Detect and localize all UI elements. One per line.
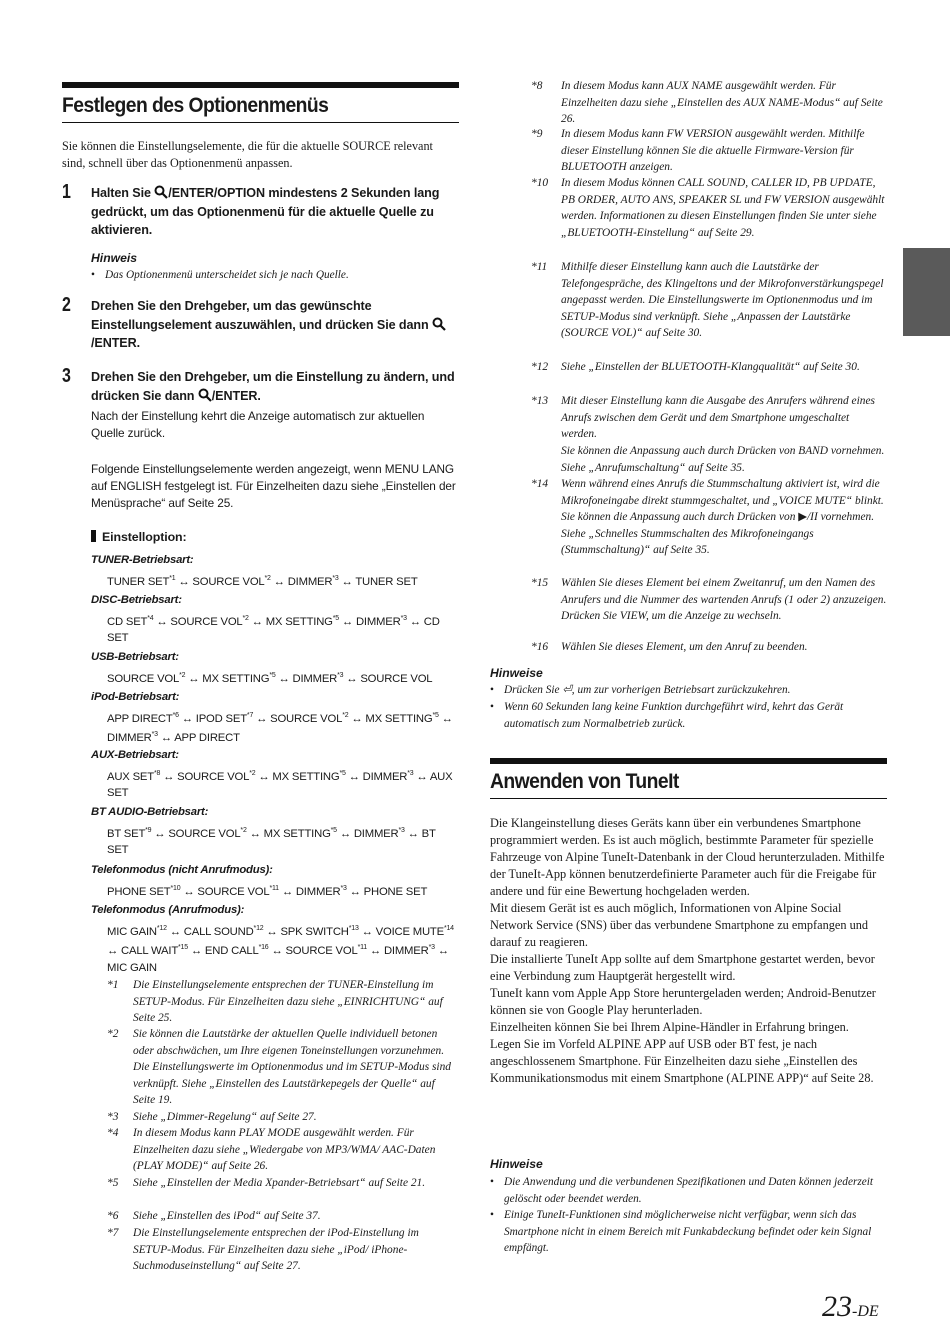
mode-heading: Telefonmodus (Anrufmodus): — [91, 904, 245, 916]
step3-body: Nach der Einstellung kehrt die Anzeige automatisch zur aktuellen Quelle zurück. — [91, 409, 425, 440]
footnote: *8 In diesem Modus kann AUX NAME ausgewählt werden. Für Einzelheiten dazu siehe „Einstellen des AUX NAME-Modus“ auf Seite 26. — [531, 80, 883, 126]
paragraph: Einzelheiten können Sie bei Ihrem Alpine-Händler in Erfahrung bringen. — [490, 1020, 849, 1034]
section-header-tuneit — [490, 758, 887, 799]
footnote: *2 Sie können die Lautstärke der aktuellen Quelle individuell betonen oder abschwächen, um Ihre eigenen Toneinstellungen vorzunehmen. Die Einstellungswerte im Optionenmodus und im SETUP-Modus sind verknüpft. Siehe „Einstellen des Lautstärkepegels der Quelle“ auf Seite 19. — [107, 1028, 451, 1107]
hinweise1-item-1: • Drücken Sie ⏎, um zur vorherigen Betriebsart zurückzukehren. — [490, 682, 887, 699]
paragraph: Die installierte TuneIt App sollte auf dem Smartphone gestartet werden, bevor eine Verbindung zum Hauptgerät hergestellt wird. — [490, 952, 875, 983]
mode-heading: TUNER-Betriebsart: — [91, 554, 194, 566]
footnote: Sie können die Anpassung auch durch Drücken von BAND vornehmen. Siehe „Anrufumschaltung“ auf Seite 35. — [561, 445, 885, 474]
footnote: *15 Wählen Sie dieses Element bei einem Zweitanruf, um den Namen des Anrufers und die Nummer des wartenden Anrufs (1 oder 2) anzuzeigen. Drücken Sie VIEW, um die Anzeige zu wechseln. — [531, 577, 887, 623]
footnote: *7 Die Einstellungselemente entsprechen der iPod-Einstellung im SETUP-Modus. Für Einzelheiten dazu siehe „iPod/ iPhone-Suchmoduseinstellung“ auf Seite 27. — [107, 1227, 419, 1273]
footnote: *6 Siehe „Einstellen des iPod“ auf Seite 37. — [107, 1210, 321, 1222]
hinweise2-item-2: • Einige TuneIt-Funktionen sind möglicherweise nicht verfügbar, wenn sich das Smartphone nicht in einem Bereich mit Funkabdeckung befindet oder kein Signal empfängt. — [490, 1207, 887, 1257]
footnote: *5 Siehe „Einstellen der Media Xpander-Betriebsart“ auf Seite 21. — [107, 1177, 426, 1189]
step-3: 3 Drehen Sie den Drehgeber, um die Einstellung zu ändern, und drücken Sie dann /ENTER. — [62, 365, 455, 403]
mode-sequence: CD SET$^{*4}$ ↔ SOURCE VOL$^{*2}$ ↔ MX SETTING$^{*5}$ ↔ DIMMER$^{*3}$ ↔ CD SET — [107, 615, 440, 645]
footnote: *3 Siehe „Dimmer-Regelung“ auf Seite 27. — [107, 1111, 317, 1123]
section-title-tuneit: Anwenden von TuneIt — [490, 770, 679, 793]
intro-paragraph: Sie können die Einstellungselemente, die für die aktuelle SOURCE relevant sind, schnell über das Optionenmenü anpassen. — [62, 139, 433, 170]
footnote: *1 Die Einstellungselemente entsprechen der TUNER-Einstellung im SETUP-Modus. Für Einzelheiten dazu siehe „EINRICHTUNG“ auf Seite 25. — [107, 979, 443, 1025]
step-number: 1 — [62, 181, 71, 203]
paragraph: TuneIt kann vom Apple App Store heruntergeladen werden; Android-Benutzer können sie von Google Play herunterladen. — [490, 986, 876, 1017]
mode-sequence: APP DIRECT$^{*6}$ ↔ IPOD SET$^{*7}$ ↔ SOURCE VOL$^{*2}$ ↔ MX SETTING$^{*5}$ ↔ DIMMER$^{*3}$ ↔ APP DIRECT — [107, 712, 453, 745]
hinweise-heading-1: Hinweise — [490, 666, 543, 680]
hinweis-heading: Hinweis — [91, 251, 138, 265]
mode-sequence: PHONE SET$^{*10}$ ↔ SOURCE VOL$^{*11}$ ↔ DIMMER$^{*3}$ ↔ PHONE SET — [107, 885, 428, 898]
paragraph: Mit diesem Gerät ist es auch möglich, Informationen von Alpine Social Network Service (SNS) über das verbundene Smartphone zu empfangen und darauf zu reagieren. — [490, 901, 869, 949]
mode-heading: iPod-Betriebsart: — [91, 691, 180, 703]
hinweis-item: • Das Optionenmenü unterscheidet sich je nach Quelle. — [91, 267, 473, 284]
page-number: 23-DE — [822, 1290, 879, 1323]
einstell-heading: Einstelloption: — [91, 529, 187, 546]
paragraph: Legen Sie im Vorfeld ALPINE APP auf USB oder BT fest, je nach angeschlossenem Smartphone. Für Einzelheiten dazu siehe „Einstellen des Kommunikationsmodus mit einem Smartphone (ALPINE APP)“ auf Seite 28. — [490, 1037, 874, 1085]
footnote: *14 Wenn während eines Anrufs die Stummschaltung aktiviert ist, wird die Mikrofoneingabe direkt stummgeschaltet, und „VOICE MUTE“ blinkt. Sie können die Anpassung auch durch Drücken von ▶/II vornehmen. Siehe „Schnelles Stummschalten des Mikrofoneingangs (Stummschaltung)“ auf Seite 35. — [531, 478, 884, 557]
mode-sequence: TUNER SET$^{*1}$ ↔ SOURCE VOL$^{*2}$ ↔ DIMMER$^{*3}$ ↔ TUNER SET — [107, 575, 418, 588]
footnote: *4 In diesem Modus kann PLAY MODE ausgewählt werden. Für Einzelheiten dazu siehe „Wiedergabe von MP3/WMA/ AAC-Daten (PLAY MODE)“ auf Seite 26. — [107, 1127, 436, 1173]
mode-sequence: AUX SET$^{*8}$ ↔ SOURCE VOL$^{*2}$ ↔ MX SETTING$^{*5}$ ↔ DIMMER$^{*3}$ ↔ AUX SET — [107, 770, 453, 800]
mode-sequence: SOURCE VOL$^{*2}$ ↔ MX SETTING$^{*5}$ ↔ DIMMER$^{*3}$ ↔ SOURCE VOL — [107, 672, 433, 685]
section-title: Festlegen des Optionenmenüs — [62, 94, 329, 117]
mode-heading: USB-Betriebsart: — [91, 651, 179, 663]
chapter-tab — [903, 248, 950, 336]
search-icon — [198, 388, 212, 402]
hinweise2-item-1: • Die Anwendung und die verbundenen Spezifikationen und Daten können jederzeit gelöscht oder beendet werden. — [490, 1174, 887, 1207]
footnote: *9 In diesem Modus kann FW VERSION ausgewählt werden. Mithilfe dieser Einstellung können Sie die aktuelle Firmware-Version für BLUETOOTH anzeigen. — [531, 128, 865, 174]
hinweise1-item-2: • Wenn 60 Sekunden lang keine Funktion durchgeführt wird, kehrt das Gerät automatisch zum Normalbetrieb zurück. — [490, 699, 887, 732]
hinweise-heading-2: Hinweise — [490, 1157, 543, 1171]
mode-sequence: BT SET$^{*9}$ ↔ SOURCE VOL$^{*2}$ ↔ MX SETTING$^{*5}$ ↔ DIMMER$^{*3}$ ↔ BT SET — [107, 827, 436, 857]
footnote: *11 Mithilfe dieser Einstellung kann auch die Lautstärke der Telefongespräche, des Klingeltons und der Mikrofonverstärkungspegel angepasst werden. Die Einstellungswerte im Optionenmodus und im SETUP-Modus sind verknüpft. Siehe „Anpassen der Lautstärke (SOURCE VOL)“ auf Seite 30. — [531, 261, 884, 340]
mode-heading: BT AUDIO-Betriebsart: — [91, 806, 209, 818]
lang-note: Folgende Einstellungselemente werden angezeigt, wenn MENU LANG auf ENGLISH festgelegt ist. Für Einzelheiten dazu siehe „Einstellen der Menüsprache“ auf Seite 25. — [91, 462, 456, 510]
footnote: *12 Siehe „Einstellen der BLUETOOTH-Klangqualität“ auf Seite 30. — [531, 361, 860, 373]
footnote: *10 In diesem Modus können CALL SOUND, CALLER ID, PB UPDATE, PB ORDER, AUTO ANS, SPEAKER SL und FW VERSION ausgewählt werden. Informationen zu diesen Einstellungen finden Sie unter siehe „BLUETOOTH-Einstellung“ auf Seite 29. — [531, 177, 885, 239]
mode-heading: AUX-Betriebsart: — [91, 749, 179, 761]
step-2: 2 Drehen Sie den Drehgeber, um das gewünschte Einstellungselement auszuwählen, und drücken Sie dann /ENTER. — [62, 297, 459, 353]
mode-sequence: MIC GAIN$^{*12}$ ↔ CALL SOUND$^{*12}$ ↔ SPK SWITCH$^{*13}$ ↔ VOICE MUTE$^{*14}$ ↔ CALL WAIT$^{*15}$ ↔ END CALL$^{*16}$ ↔ SOURCE VOL$^{*11}$ ↔ DIMMER$^{*3}$ ↔ MIC GAIN — [107, 925, 454, 974]
paragraph: Die Klangeinstellung dieses Geräts kann über ein verbundenes Smartphone programmiert werden. Es ist auch möglich, bestimmte Parameter für spezielle Fahrzeuge von Alpine TuneIt-Datenbank in der Cloud herunterzuladen. Mithilfe der TuneIt-App können benutzerdefinierte Parameter auch für die Freigabe für andere und für eine Bewertung hochgeladen werden. — [490, 816, 885, 898]
search-icon — [432, 317, 446, 331]
mode-heading: DISC-Betriebsart: — [91, 594, 182, 606]
section-header-options — [62, 82, 459, 123]
mode-heading: Telefonmodus (nicht Anrufmodus): — [91, 864, 273, 876]
tuneit-body — [490, 815, 887, 1087]
footnote: *16 Wählen Sie dieses Element, um den Anruf zu beenden. — [531, 641, 808, 653]
search-icon — [154, 185, 168, 199]
step-1: 1 Halten Sie /ENTER/OPTION mindestens 2 Sekunden lang gedrückt, um das Optionenmenü für die aktuelle Quelle zu aktivieren. — [62, 181, 440, 237]
footnote: *13 Mit dieser Einstellung kann die Ausgabe des Anrufers während eines Anrufs zwischen dem Gerät und dem Smartphone umgeschaltet werden. — [531, 395, 875, 441]
